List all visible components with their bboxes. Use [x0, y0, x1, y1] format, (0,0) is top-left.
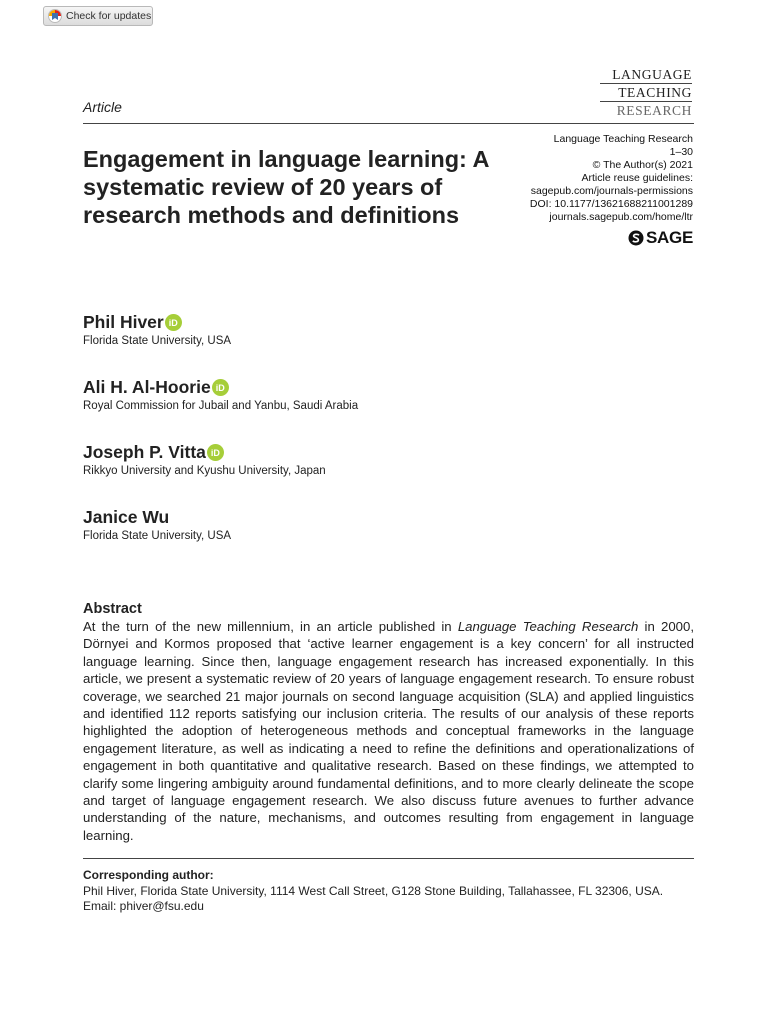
article-title: Engagement in language learning: A systematic review of 20 years of research methods and definitions	[83, 146, 489, 228]
author-block	[83, 442, 326, 477]
crossmark-icon	[48, 9, 62, 23]
meta-permissions-link[interactable]: sagepub.com/journals-permissions	[530, 185, 693, 197]
check-for-updates-button[interactable]	[43, 6, 153, 26]
corresponding-author-section	[83, 868, 694, 915]
header-divider	[83, 123, 694, 124]
abstract-body	[83, 618, 694, 844]
orcid-icon[interactable]: iD	[207, 444, 224, 461]
abstract-text-rest: in 2000, Dörnyei and Kormos proposed that ‘active learner engagement is a key concern’ for all instructed language learning. Since then, language engagement research has increased exponentially. In this article, we present a systematic review of 20 years of language engagement research. To ensure robust coverage, we searched 21 major journals on second language acquisition (SLA) and applied linguistics and identified 112 reports satisfying our inclusion criteria. The results of our analysis of these reports highlighted the adoption of heterogeneous methods and conceptual frameworks in the language engagement literature, as well as indicating a need to refine the definitions and operationalizations of engagement in both quantitative and qualitative research. Based on these findings, we attempted to clarify some lingering ambiguity around fundamental definitions, and to more clearly delineate the scope and target of language engagement research. We also discuss future avenues to further advance understanding of the nature, mechanisms, and outcomes resulting from engagement in language learning.	[83, 619, 695, 843]
check-for-updates-label: Check for updates	[66, 10, 152, 22]
meta-copyright: © The Author(s) 2021	[592, 159, 693, 171]
abstract-journal-name: Language Teaching Research	[457, 619, 639, 634]
corresponding-email[interactable]: Email: phiver@fsu.edu	[83, 899, 204, 913]
author-block	[83, 507, 231, 542]
corresponding-heading: Corresponding author:	[83, 868, 214, 882]
journal-logo	[600, 66, 692, 119]
journal-logo-line-1: LANGUAGE	[612, 67, 692, 82]
author-block	[83, 377, 358, 412]
author-block	[83, 312, 231, 347]
orcid-icon[interactable]: iD	[165, 314, 182, 331]
abstract-text-start: At the turn of the new millennium, in an article published in	[83, 619, 458, 634]
orcid-icon[interactable]: iD	[212, 379, 229, 396]
author-affiliation: Royal Commission for Jubail and Yanbu, Saudi Arabia	[83, 400, 359, 412]
author-affiliation: Florida State University, USA	[83, 530, 232, 542]
meta-pages: 1–30	[669, 146, 693, 158]
author-name: Janice Wu	[83, 507, 170, 527]
meta-home-link[interactable]: journals.sagepub.com/home/ltr	[549, 211, 693, 223]
author-affiliation: Rikkyo University and Kyushu University, Japan	[83, 465, 326, 477]
author-name: Ali H. Al-Hoorie	[83, 377, 211, 397]
sage-logo-text: SAGE	[646, 228, 693, 247]
meta-doi[interactable]: DOI: 10.1177/13621688211001289	[529, 198, 693, 210]
footer-divider	[83, 858, 694, 859]
author-affiliation: Florida State University, USA	[83, 335, 232, 347]
publication-meta	[530, 133, 693, 224]
abstract-heading: Abstract	[83, 601, 142, 617]
abstract-section	[83, 601, 694, 844]
author-name: Joseph P. Vitta	[83, 442, 206, 462]
publisher-logo	[628, 228, 693, 248]
journal-logo-line-3: RESEARCH	[616, 103, 692, 118]
sage-logo-icon	[628, 230, 644, 246]
author-name: Phil Hiver	[83, 312, 164, 332]
corresponding-address: Phil Hiver, Florida State University, 1114 West Call Street, G128 Stone Building, Tallahassee, FL 32306, USA.	[83, 883, 664, 898]
meta-journal: Language Teaching Research	[553, 133, 693, 145]
meta-reuse: Article reuse guidelines:	[581, 172, 693, 184]
article-type-label: Article	[83, 99, 122, 115]
journal-logo-line-2: TEACHING	[600, 83, 692, 102]
